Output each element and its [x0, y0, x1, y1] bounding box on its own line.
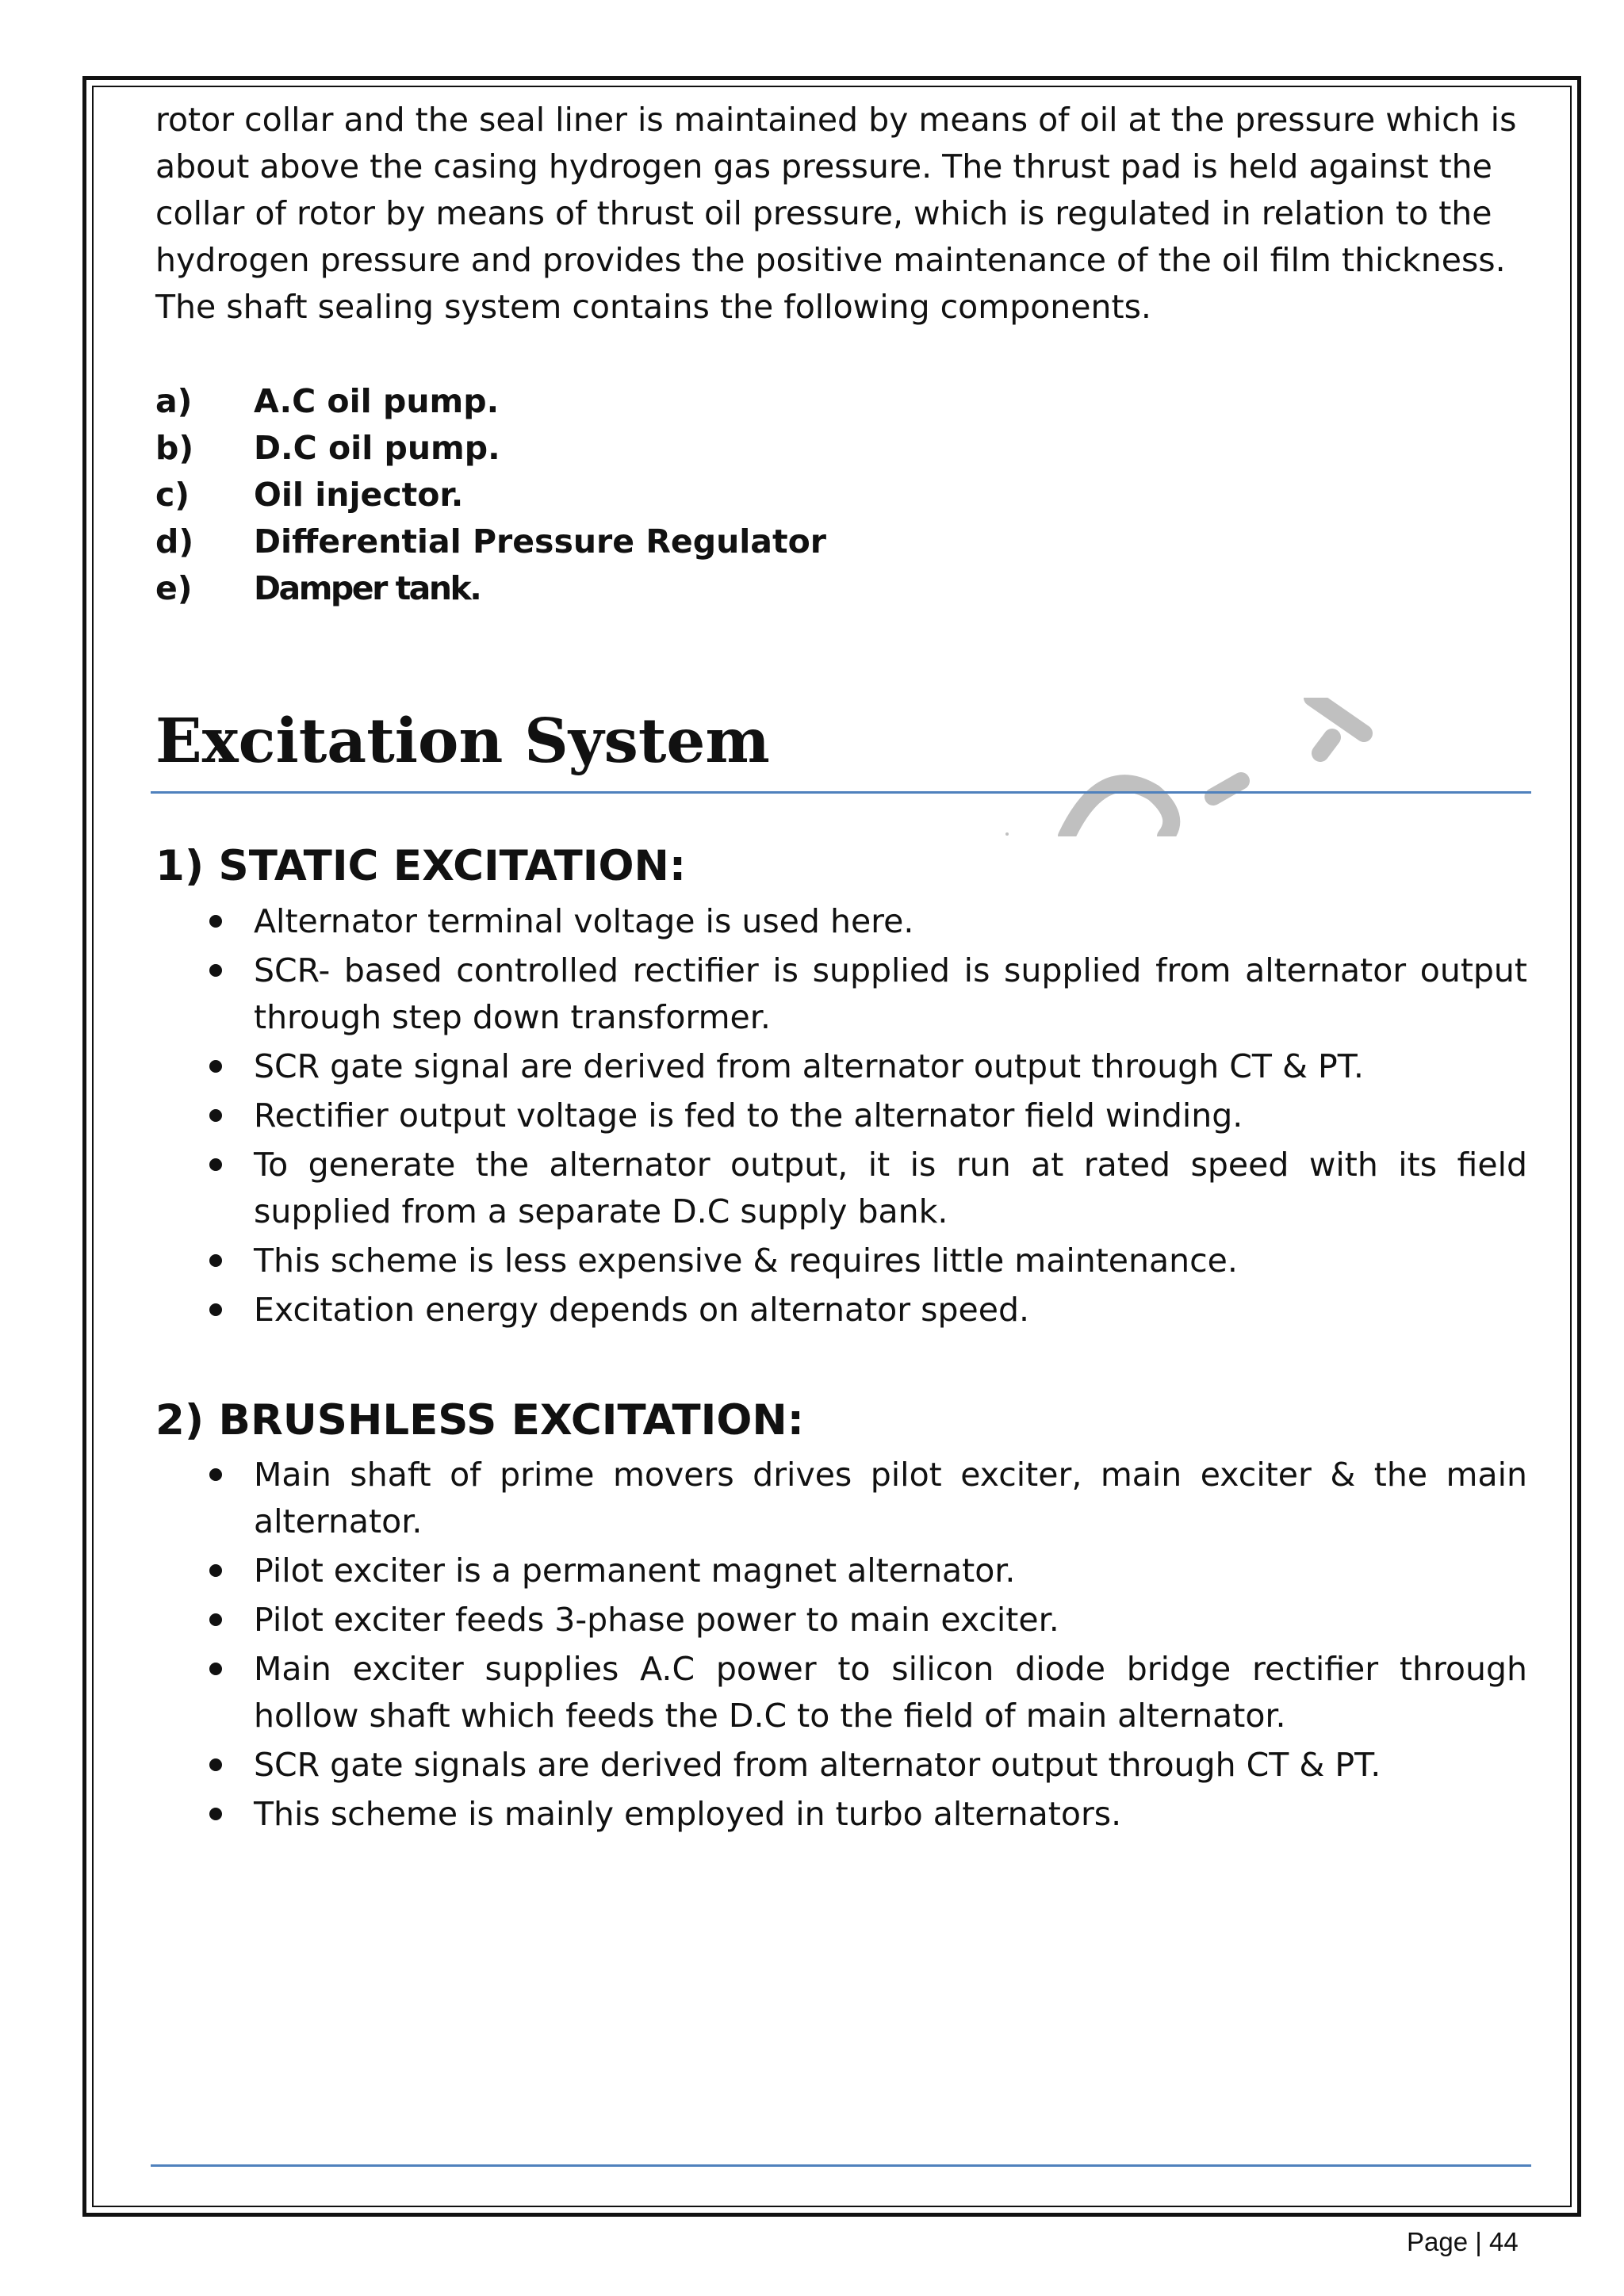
list-item-text: This scheme is mainly employed in turbo alternators. [254, 1795, 1122, 1833]
list-item-text: Main exciter supplies A.C power to silicon diode bridge rectifier through hollow shaft which feeds the D.C to the field of main alternator. [254, 1650, 1527, 1735]
section-title-underline [151, 791, 1531, 794]
bullet-icon [209, 1613, 222, 1626]
list-item [155, 1287, 1527, 1334]
list-marker: d) [155, 522, 194, 561]
list-item [155, 1597, 1527, 1644]
section-title: Excitation System [155, 706, 770, 777]
intro-paragraph: rotor collar and the seal liner is maintained by means of oil at the pressure which is about above the casing hydrogen gas pressure. The thrust pad is held against the collar of rotor by means of thrust oil pressure, which is regulated in relation to the hydrogen pressure and provides the positive maintenance of the oil film thickness. The shaft sealing system contains the following components. [155, 101, 1517, 326]
list-item-text: To generate the alternator output, it is run at rated speed with its field supplied from a separate D.C supply bank. [254, 1146, 1527, 1230]
brushless-excitation-list [155, 1452, 1527, 1840]
watermark-fragment [999, 698, 1380, 836]
list-item-text: Excitation energy depends on alternator speed. [254, 1291, 1030, 1329]
list-item [155, 1548, 1527, 1594]
list-item-text: Damper tank. [254, 569, 481, 607]
bullet-icon [209, 1109, 222, 1122]
list-item [155, 1646, 1527, 1739]
bullet-icon [209, 1254, 222, 1267]
list-item [155, 947, 1527, 1041]
list-item [155, 1093, 1527, 1139]
components-list [155, 378, 1531, 612]
list-item [155, 472, 1531, 519]
bullet-icon [209, 1158, 222, 1171]
list-item-text: Main shaft of prime movers drives pilot exciter, main exciter & the main alternator. [254, 1456, 1527, 1540]
bullet-icon [209, 1303, 222, 1316]
list-item [155, 425, 1531, 472]
list-item [155, 1142, 1527, 1235]
list-item [155, 519, 1531, 565]
list-item-text: Pilot exciter feeds 3-phase power to main exciter. [254, 1601, 1059, 1639]
list-item-text: SCR gate signal are derived from alternator output through CT & PT. [254, 1047, 1364, 1085]
footer-rule [151, 2164, 1531, 2167]
list-item [155, 565, 1531, 612]
bullet-icon [209, 1060, 222, 1073]
list-item-text: Rectifier output voltage is fed to the alternator field winding. [254, 1096, 1243, 1135]
list-item [155, 1043, 1527, 1090]
bullet-icon [209, 1468, 222, 1481]
bullet-icon [209, 915, 222, 928]
list-item-text: SCR- based controlled rectifier is supplied is supplied from alternator output through step down transformer. [254, 951, 1527, 1036]
list-marker: b) [155, 429, 194, 467]
list-item-text: SCR gate signals are derived from alternator output through CT & PT. [254, 1746, 1381, 1784]
list-item [155, 378, 1531, 425]
bullet-icon [209, 964, 222, 977]
static-excitation-list [155, 898, 1527, 1336]
list-item-text: Oil injector. [254, 476, 464, 514]
list-item [155, 898, 1527, 945]
bullet-icon [209, 1564, 222, 1577]
brushless-excitation-heading: 2) BRUSHLESS EXCITATION: [155, 1396, 804, 1445]
list-item [155, 1238, 1527, 1284]
list-item-text: Differential Pressure Regulator [254, 522, 826, 561]
list-item-text: This scheme is less expensive & requires little maintenance. [254, 1242, 1238, 1280]
bullet-icon [209, 1808, 222, 1820]
list-marker: a) [155, 382, 193, 420]
list-item [155, 1452, 1527, 1545]
intro-section [155, 97, 1531, 612]
list-item [155, 1742, 1527, 1789]
bullet-icon [209, 1663, 222, 1675]
bullet-icon [209, 1758, 222, 1771]
list-item [155, 1791, 1527, 1838]
list-item-text: D.C oil pump. [254, 429, 500, 467]
list-item-text: Pilot exciter is a permanent magnet alternator. [254, 1552, 1016, 1590]
list-item-text: A.C oil pump. [254, 382, 500, 420]
page-number: Page | 44 [1407, 2227, 1519, 2256]
list-item-text: Alternator terminal voltage is used here. [254, 902, 914, 940]
list-marker: e) [155, 569, 193, 607]
list-marker: c) [155, 476, 190, 514]
static-excitation-heading: 1) STATIC EXCITATION: [155, 842, 687, 890]
